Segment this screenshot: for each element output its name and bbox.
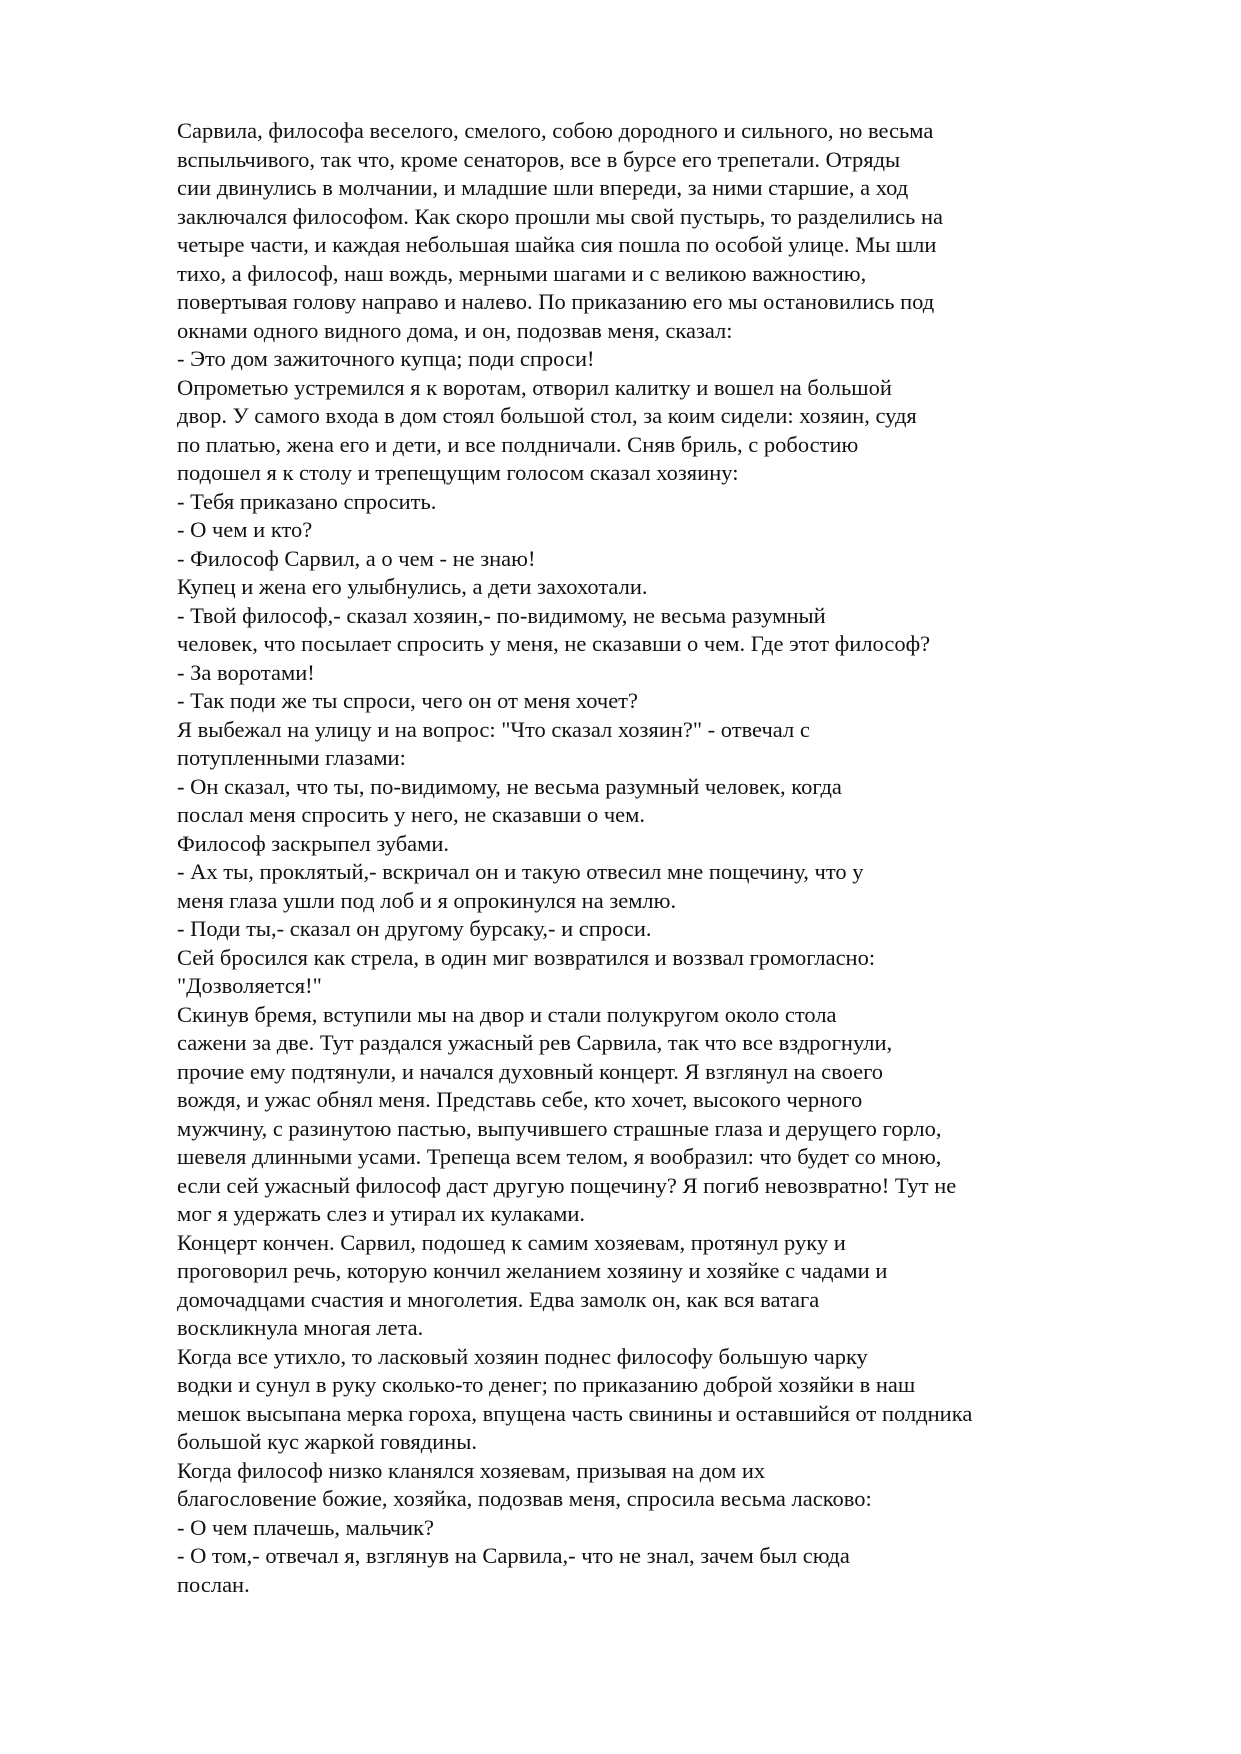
text-line: человек, что посылает спросить у меня, не сказавши о чем. Где этот философ? [177, 631, 931, 656]
text-line: послан. [177, 1571, 250, 1597]
text-line: Купец и жена его улыбнулись, а дети захохотали. [177, 574, 648, 599]
text-line: меня глаза ушли под лоб и я опрокинулся на землю. [177, 887, 677, 913]
text-line: - Это дом зажиточного купца; поди спроси! [177, 346, 595, 371]
text-line: благословение божие, хозяйка, подозвав меня, спросила весьма ласково: [177, 1486, 872, 1511]
text-line: по платью, жена его и дети, и все полдничали. Сняв бриль, с робостию [177, 431, 859, 457]
text-line: Сей бросился как стрела, в один миг возвратился и воззвал громогласно: [177, 944, 876, 970]
text-line: - Философ Сарвил, а о чем - не знаю! [177, 545, 536, 571]
text-line: Философ заскрыпел зубами. [177, 830, 450, 856]
text-line: Опрометью устремился я к воротам, отворил калитку и вошел на большой [177, 374, 892, 400]
text-line: Когда философ низко кланялся хозяевам, призывая на дом их [177, 1457, 766, 1483]
text-line: двор. У самого входа в дом стоял большой стол, за коим сидели: хозяин, судя [177, 403, 917, 428]
text-line: - Тебя приказано спросить. [177, 488, 437, 514]
text-line: - Он сказал, что ты, по-видимому, не весьма разумный человек, когда [177, 773, 842, 799]
text-line: большой кус жаркой говядины. [177, 1429, 477, 1454]
text-line: - О чем и кто? [177, 517, 313, 542]
text-line: мужчину, с разинутою пастью, выпучившего страшные глаза и дерущего горло, [177, 1115, 942, 1141]
text-line: воскликнула многая лета. [177, 1315, 424, 1340]
text-line: водки и сунул в руку сколько-то денег; по приказанию доброй хозяйки в наш [177, 1372, 916, 1397]
text-line: Концерт кончен. Сарвил, подошед к самим хозяевам, протянул руку и [177, 1229, 846, 1255]
text-line: - Поди ты,- сказал он другому бурсаку,- и спроси. [177, 916, 652, 941]
text-line: "Дозволяется!" [177, 973, 322, 998]
text-line: четыре части, и каждая небольшая шайка сия пошла по особой улице. Мы шли [177, 232, 937, 257]
text-line: мешок высыпана мерка гороха, впущена часть свинины и оставшийся от полдника [177, 1400, 973, 1426]
text-line: домочадцами счастия и многолетия. Едва замолк он, как вся ватага [177, 1286, 820, 1312]
text-line: - О чем плачешь, мальчик? [177, 1514, 434, 1540]
text-line: - Ах ты, проклятый,- вскричал он и такую отвесил мне пощечину, что у [177, 859, 864, 884]
text-line: Когда все утихло, то ласковый хозяин поднес философу большую чарку [177, 1343, 868, 1369]
text-line: мог я удержать слез и утирал их кулаками. [177, 1201, 586, 1226]
text-line: сажени за две. Тут раздался ужасный рев Сарвила, так что все вздрогнули, [177, 1030, 893, 1055]
text-line: послал меня спросить у него, не сказавши о чем. [177, 802, 645, 827]
text-line: шевеля длинными усами. Трепеща всем телом, я вообразил: что будет со мною, [177, 1144, 942, 1169]
text-line: - Так поди же ты спроси, чего он от меня хочет? [177, 688, 638, 713]
text-line: вождя, и ужас обнял меня. Представь себе, кто хочет, высокого черного [177, 1087, 863, 1112]
text-line: если сей ужасный философ даст другую пощечину? Я погиб невозвратно! Тут не [177, 1172, 957, 1198]
text-line: прочие ему подтянули, и начался духовный концерт. Я взглянул на своего [177, 1058, 884, 1084]
text-line: потупленными глазами: [177, 745, 406, 770]
text-line: тихо, а философ, наш вождь, мерными шагами и с великою важностию, [177, 260, 867, 286]
text-line: Я выбежал на улицу и на вопрос: "Что сказал хозяин?" - отвечал с [177, 716, 810, 742]
text-line: - Твой философ,- сказал хозяин,- по-видимому, не весьма разумный [177, 602, 826, 628]
text-line: Скинув бремя, вступили мы на двор и стали полукругом около стола [177, 1001, 837, 1027]
text-line: повертывая голову направо и налево. По приказанию его мы остановились под [177, 289, 935, 314]
text-line: - За воротами! [177, 659, 315, 685]
text-line: проговорил речь, которую кончил желанием хозяину и хозяйке с чадами и [177, 1258, 888, 1283]
document-page [177, 117, 1177, 1599]
text-line: подошел я к столу и трепещущим голосом сказал хозяину: [177, 460, 739, 485]
text-line: окнами одного видного дома, и он, подозвав меня, сказал: [177, 317, 733, 343]
text-line: вспыльчивого, так что, кроме сенаторов, все в бурсе его трепетали. Отряды [177, 146, 901, 172]
text-line: заключался философом. Как скоро прошли мы свой пустырь, то разделились на [177, 203, 943, 229]
text-line: - О том,- отвечал я, взглянув на Сарвила,- что не знал, зачем был сюда [177, 1543, 850, 1568]
text-line: Сарвила, философа веселого, смелого, собою дородного и сильного, но весьма [177, 118, 934, 143]
text-line: сии двинулись в молчании, и младшие шли впереди, за ними старшие, а ход [177, 175, 909, 200]
